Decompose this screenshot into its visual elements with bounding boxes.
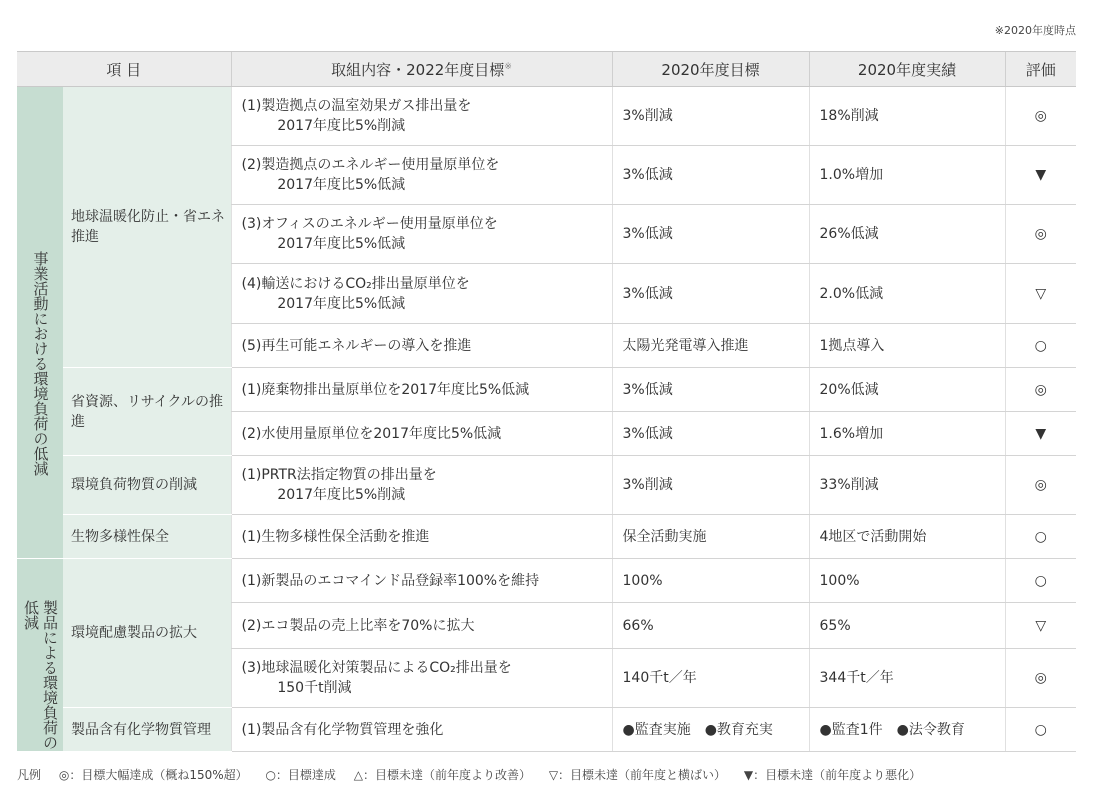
- row-eval: ◎: [1005, 456, 1076, 515]
- header-item: 項 目: [17, 52, 231, 87]
- row-target: 3%低減: [612, 412, 809, 456]
- row-result: 1.6%増加: [809, 412, 1005, 456]
- row-content: (3) オフィスのエネルギー使用量原単位を 2017年度比5%低減: [231, 205, 612, 264]
- table-row: [17, 708, 1076, 752]
- table-row: [17, 515, 1076, 559]
- legend-label: 凡例: [17, 768, 42, 782]
- header-target: 2020年度目標: [612, 52, 809, 87]
- row-target: 保全活動実施: [612, 515, 809, 559]
- row-result: 1拠点導入: [809, 324, 1005, 368]
- row-result: 26%低減: [809, 205, 1005, 264]
- row-content: (2) エコ製品の売上比率を70%に拡大: [231, 603, 612, 649]
- row-eval: ○: [1005, 515, 1076, 559]
- row-eval: ◎: [1005, 205, 1076, 264]
- row-target: 3%低減: [612, 368, 809, 412]
- row-content: (2) 製造拠点のエネルギー使用量原単位を 2017年度比5%低減: [231, 146, 612, 205]
- subcategory-hazardous: 環境負荷物質の削減: [63, 456, 231, 515]
- table-row: [17, 456, 1076, 515]
- category-business-label: 事業活動における環境負荷の低減: [31, 250, 50, 476]
- row-result: 20%低減: [809, 368, 1005, 412]
- header-eval: 評価: [1005, 52, 1076, 87]
- subcategory-eco-products: 環境配慮製品の拡大: [63, 559, 231, 708]
- table-row: [17, 87, 1076, 146]
- category-products: [17, 559, 63, 752]
- legend-item: ▽：目標未達（前年度と横ばい）: [548, 768, 727, 782]
- row-eval: ○: [1005, 559, 1076, 603]
- row-result: 100%: [809, 559, 1005, 603]
- row-content: (4) 輸送におけるCO₂排出量原単位を 2017年度比5%低減: [231, 264, 612, 324]
- row-eval: ▽: [1005, 603, 1076, 649]
- row-result: 4地区で活動開始: [809, 515, 1005, 559]
- legend-item: ○：目標達成: [265, 768, 336, 782]
- row-content: (1) 廃棄物排出量原単位を2017年度比5%低減: [231, 368, 612, 412]
- row-eval: ◎: [1005, 87, 1076, 146]
- row-result: 65%: [809, 603, 1005, 649]
- subcategory-global-warming: 地球温暖化防止・省エネ推進: [63, 87, 231, 368]
- category-business: [17, 87, 63, 559]
- legend-item: ▼：目標未達（前年度より悪化）: [743, 768, 922, 782]
- time-note: ※2020年度時点: [994, 24, 1076, 37]
- legend-item: △：目標未達（前年度より改善）: [353, 768, 531, 782]
- row-target: 太陽光発電導入推進: [612, 324, 809, 368]
- row-target: 140千t／年: [612, 649, 809, 708]
- row-eval: ▽: [1005, 264, 1076, 324]
- row-content: (1) PRTR法指定物質の排出量を 2017年度比5%削減: [231, 456, 612, 515]
- subcategory-resources: 省資源、リサイクルの推進: [63, 368, 231, 456]
- row-eval: ○: [1005, 708, 1076, 752]
- row-target: 3%低減: [612, 264, 809, 324]
- table-row: [17, 559, 1076, 603]
- table-row: [17, 368, 1076, 412]
- row-content: (1) 製造拠点の温室効果ガス排出量を 2017年度比5%削減: [231, 87, 612, 146]
- category-products-label: 製品による環境負荷の低減: [22, 600, 59, 750]
- row-result: 33%削減: [809, 456, 1005, 515]
- row-content: (1) 製品含有化学物質管理を強化: [231, 708, 612, 752]
- row-result: 1.0%増加: [809, 146, 1005, 205]
- row-content: (1) 新製品のエコマインド品登録率100%を維持: [231, 559, 612, 603]
- row-content: (5) 再生可能エネルギーの導入を推進: [231, 324, 612, 368]
- row-target: 3%削減: [612, 87, 809, 146]
- legend: [17, 766, 935, 783]
- row-result: 2.0%低減: [809, 264, 1005, 324]
- legend-item: ◎：目標大幅達成（概ね150%超）: [58, 768, 248, 782]
- row-eval: ▼: [1005, 412, 1076, 456]
- row-target: 66%: [612, 603, 809, 649]
- header-result: 2020年度実績: [809, 52, 1005, 87]
- row-target: 3%低減: [612, 205, 809, 264]
- subcategory-chemical-management: 製品含有化学物質管理: [63, 708, 231, 752]
- row-result: ●監査1件 ●法令教育: [809, 708, 1005, 752]
- row-eval: ○: [1005, 324, 1076, 368]
- row-content: (1) 生物多様性保全活動を推進: [231, 515, 612, 559]
- row-target: 3%低減: [612, 146, 809, 205]
- row-content: (2) 水使用量原単位を2017年度比5%低減: [231, 412, 612, 456]
- row-target: 100%: [612, 559, 809, 603]
- subcategory-biodiversity: 生物多様性保全: [63, 515, 231, 559]
- row-eval: ◎: [1005, 649, 1076, 708]
- row-eval: ◎: [1005, 368, 1076, 412]
- header-row: [17, 52, 1076, 87]
- row-result: 344千t／年: [809, 649, 1005, 708]
- row-result: 18%削減: [809, 87, 1005, 146]
- row-target: ●監査実施 ●教育充実: [612, 708, 809, 752]
- row-content: (3) 地球温暖化対策製品によるCO₂排出量を 150千t削減: [231, 649, 612, 708]
- row-eval: ▼: [1005, 146, 1076, 205]
- header-content: 取組内容・2022年度目標※: [231, 52, 612, 87]
- environmental-goals-table: [17, 51, 1076, 752]
- row-target: 3%削減: [612, 456, 809, 515]
